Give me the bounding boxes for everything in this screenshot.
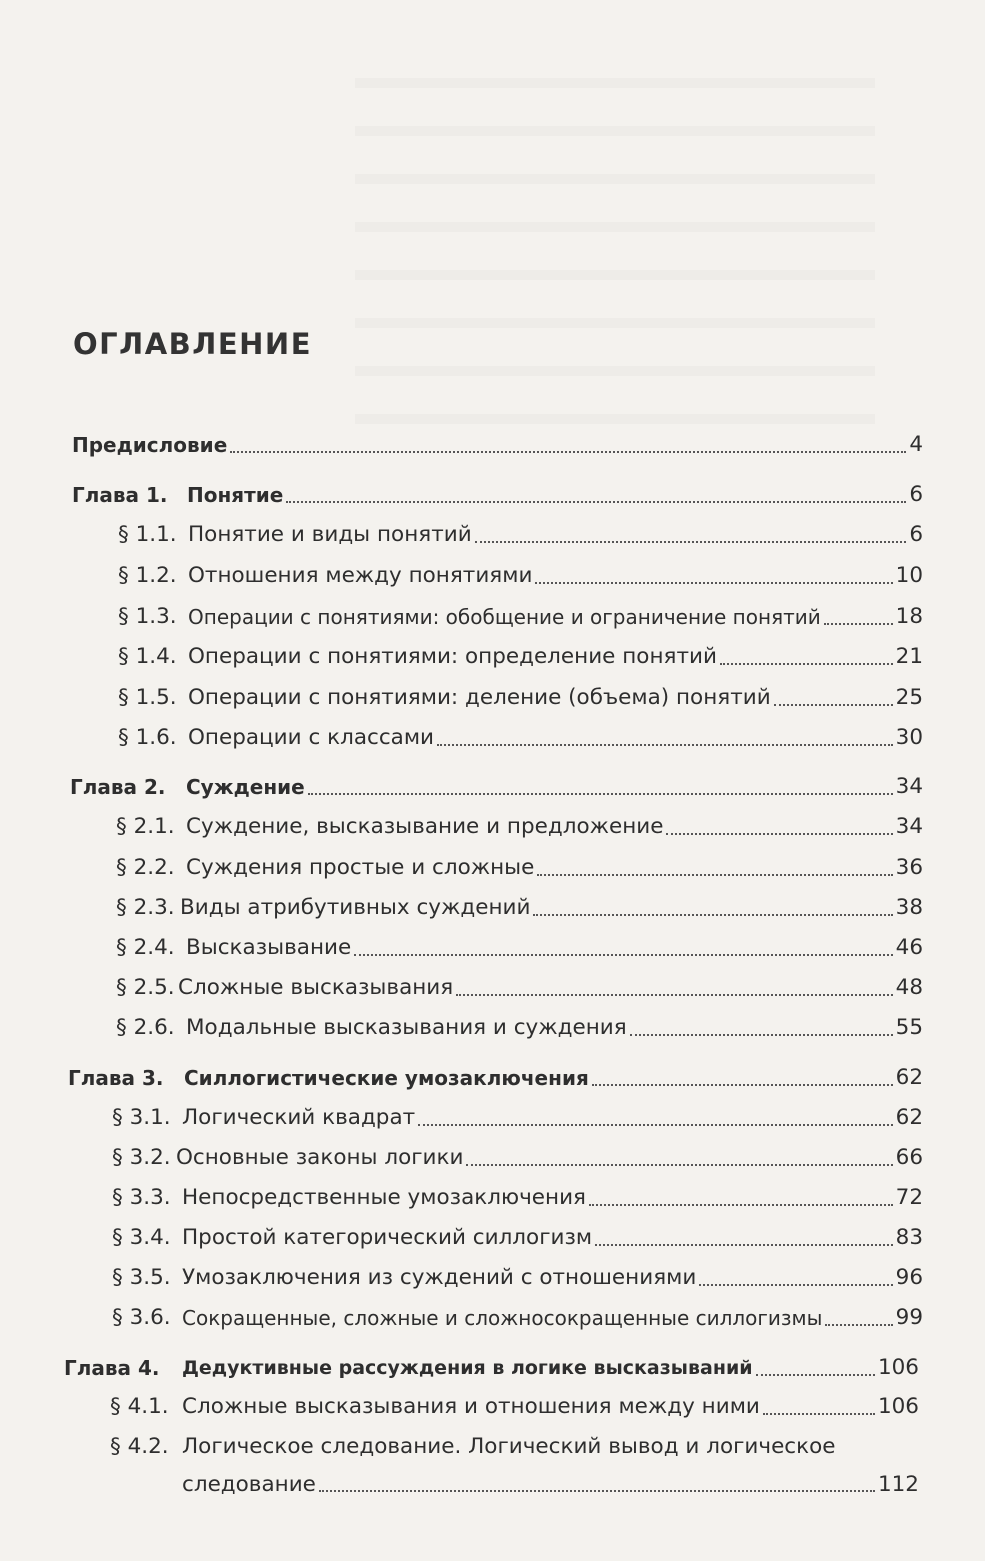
entry-title: Виды атрибутивных суждений: [180, 895, 531, 920]
entry-page: 34: [895, 814, 923, 839]
entry-title: Простой категорический силлогизм: [182, 1225, 593, 1250]
entry-line-2: [182, 1472, 919, 1497]
entry-title: Силлогистические умозаключения: [184, 1066, 589, 1090]
entry-title: Дедуктивные рассуждения в логике высказываний: [182, 1357, 753, 1379]
entry-line-1: [110, 1434, 836, 1459]
entry-number: § 2.6.: [116, 1015, 175, 1040]
entry-title: Высказывание: [186, 935, 352, 960]
entry-number: § 4.2.: [110, 1434, 169, 1459]
toc-entry-section-4-2[interactable]: [110, 1434, 919, 1504]
entry-number: § 2.4.: [116, 935, 175, 960]
toc-entry-section-2-6[interactable]: [116, 1015, 923, 1041]
toc-entry-section-1-1[interactable]: [118, 522, 923, 548]
toc-entry-section-4-1[interactable]: [110, 1394, 919, 1420]
dot-leader: [533, 914, 892, 916]
toc-entry-section-3-1[interactable]: [112, 1105, 923, 1131]
entry-title: Отношения между понятиями: [188, 563, 533, 588]
entry-page: 96: [895, 1265, 923, 1290]
entry-number: § 1.5.: [118, 685, 177, 710]
dot-leader: [286, 501, 906, 503]
entry-page: 83: [895, 1225, 923, 1250]
dot-leader: [475, 541, 907, 543]
entry-number: Глава 4.: [64, 1356, 160, 1380]
toc-entry-chapter-2[interactable]: [70, 774, 923, 800]
entry-page: 21: [895, 644, 923, 669]
entry-page: 72: [895, 1185, 923, 1210]
dot-leader: [825, 1324, 892, 1326]
dot-leader: [466, 1164, 892, 1166]
toc-entry-chapter-3[interactable]: [68, 1065, 923, 1091]
toc-entry-chapter-1[interactable]: [72, 482, 923, 508]
dot-leader: [666, 833, 892, 835]
entry-number: § 3.2.: [112, 1145, 171, 1170]
toc-entry-preface[interactable]: [72, 432, 923, 458]
dot-leader: [763, 1413, 875, 1415]
entry-page: 106: [877, 1394, 919, 1419]
entry-number: § 1.4.: [118, 644, 177, 669]
dot-leader: [589, 1204, 893, 1206]
entry-page: 18: [895, 604, 923, 629]
dot-leader: [595, 1244, 893, 1246]
toc-heading: ОГЛАВЛЕНИЕ: [73, 327, 313, 361]
entry-number: Глава 2.: [70, 775, 166, 799]
entry-number: Глава 3.: [68, 1066, 164, 1090]
toc-entry-section-2-4[interactable]: [116, 935, 923, 961]
entry-page: 36: [895, 855, 923, 880]
entry-title: Операции с понятиями: обобщение и ограничение понятий: [188, 605, 821, 629]
dot-leader: [699, 1284, 892, 1286]
dot-leader: [456, 994, 892, 996]
entry-number: § 2.5.: [116, 975, 175, 1000]
entry-title: Суждения простые и сложные: [186, 855, 535, 880]
toc-entry-section-2-2[interactable]: [116, 855, 923, 881]
dot-leader: [630, 1034, 893, 1036]
entry-number: § 1.1.: [118, 522, 177, 547]
dot-leader: [354, 954, 892, 956]
entry-number: § 2.1.: [116, 814, 175, 839]
entry-title: Основные законы логики: [176, 1145, 464, 1170]
dot-leader: [537, 874, 892, 876]
dot-leader: [535, 582, 892, 584]
entry-page: 25: [895, 685, 923, 710]
entry-title: Понятие: [187, 483, 284, 507]
entry-number: § 4.1.: [110, 1394, 169, 1419]
toc-entry-chapter-4[interactable]: [64, 1355, 919, 1381]
entry-number: Глава 1.: [72, 483, 168, 507]
entry-title: Логический квадрат: [182, 1105, 416, 1130]
entry-title: Логическое следование. Логический вывод и логическое: [182, 1434, 836, 1459]
entry-title: Сложные высказывания и отношения между ними: [182, 1394, 760, 1419]
entry-page: 55: [895, 1015, 923, 1040]
toc-entry-section-3-4[interactable]: [112, 1225, 923, 1251]
entry-title: Операции с понятиями: деление (объема) понятий: [188, 685, 771, 710]
dot-leader: [437, 744, 893, 746]
dot-leader: [824, 623, 893, 625]
toc-entry-section-2-5[interactable]: [116, 975, 923, 1001]
dot-leader: [319, 1490, 875, 1492]
entry-number: § 1.6.: [118, 725, 177, 750]
entry-page: 34: [895, 774, 923, 799]
entry-page: 112: [877, 1472, 919, 1497]
entry-title: Умозаключения из суждений с отношениями: [182, 1265, 697, 1290]
entry-page: 62: [895, 1065, 923, 1090]
toc-entry-section-2-1[interactable]: [116, 814, 923, 840]
entry-number: § 3.1.: [112, 1105, 171, 1130]
entry-title: Суждение, высказывание и предложение: [186, 814, 664, 839]
entry-title: Операции с понятиями: определение понятий: [188, 644, 717, 669]
entry-number: § 1.3.: [118, 604, 177, 629]
dot-leader: [418, 1124, 892, 1126]
toc-entry-section-1-5[interactable]: [118, 685, 923, 711]
entry-title: Операции с классами: [188, 725, 435, 750]
toc-entry-section-1-4[interactable]: [118, 644, 923, 670]
toc-entry-section-3-3[interactable]: [112, 1185, 923, 1211]
dot-leader: [308, 793, 893, 795]
entry-number: § 3.5.: [112, 1265, 171, 1290]
entry-number: § 3.4.: [112, 1225, 171, 1250]
dot-leader: [230, 451, 906, 453]
dot-leader: [720, 663, 893, 665]
entry-title-continued: следование: [182, 1472, 316, 1497]
entry-number: § 1.2.: [118, 563, 177, 588]
entry-title: Непосредственные умозаключения: [182, 1185, 586, 1210]
toc-entry-section-2-3[interactable]: [116, 895, 923, 921]
entry-page: 6: [909, 482, 923, 507]
entry-page: 46: [895, 935, 923, 960]
toc-entry-section-1-3[interactable]: [118, 604, 923, 630]
dot-leader: [592, 1084, 893, 1086]
toc-entry-section-3-2[interactable]: [112, 1145, 923, 1171]
dot-leader: [774, 704, 893, 706]
toc-entry-section-3-6[interactable]: [112, 1305, 923, 1331]
entry-number: § 2.3.: [116, 895, 175, 920]
entry-page: 106: [877, 1355, 919, 1380]
entry-page: 10: [895, 563, 923, 588]
toc-entry-section-1-6[interactable]: [118, 725, 923, 751]
entry-page: 30: [895, 725, 923, 750]
entry-title: Предисловие: [72, 433, 228, 457]
entry-page: 99: [895, 1305, 923, 1330]
entry-title: Модальные высказывания и суждения: [186, 1015, 627, 1040]
entry-page: 6: [909, 522, 923, 547]
entry-title: Суждение: [186, 775, 305, 799]
entry-number: § 3.3.: [112, 1185, 171, 1210]
entry-number: § 2.2.: [116, 855, 175, 880]
entry-number: § 3.6.: [112, 1305, 171, 1330]
entry-title: Понятие и виды понятий: [188, 522, 472, 547]
entry-title: Сокращенные, сложные и сложносокращенные силлогизмы: [182, 1306, 823, 1330]
toc-entry-section-3-5[interactable]: [112, 1265, 923, 1291]
entry-page: 62: [895, 1105, 923, 1130]
entry-page: 48: [895, 975, 923, 1000]
entry-page: 4: [909, 432, 923, 457]
entry-page: 38: [895, 895, 923, 920]
dot-leader: [756, 1374, 875, 1376]
entry-page: 66: [895, 1145, 923, 1170]
toc-entry-section-1-2[interactable]: [118, 563, 923, 589]
entry-title: Сложные высказывания: [178, 975, 454, 1000]
